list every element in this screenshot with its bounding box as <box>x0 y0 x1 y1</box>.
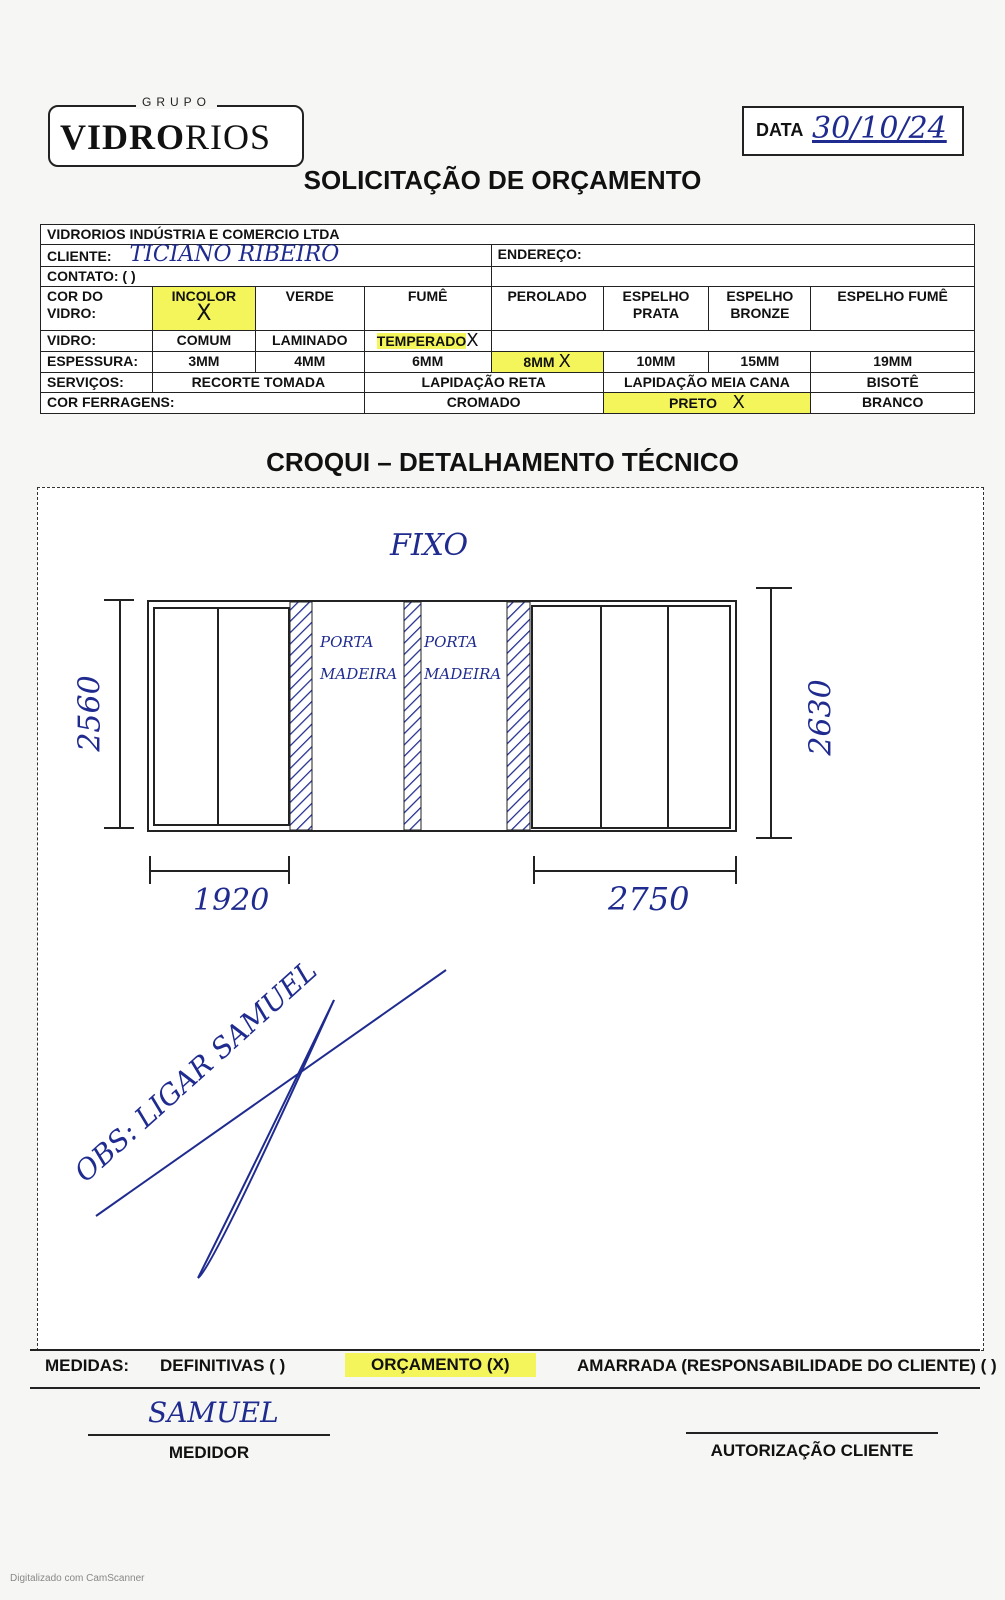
measurer-label: MEDIDOR <box>168 1443 250 1462</box>
service-lapidacao-reta: LAPIDAÇÃO RETA <box>364 373 603 393</box>
left-width-value: 1920 <box>193 883 270 918</box>
measures-tied: AMARRADA (RESPONSABILIDADE DO CLIENTE) ( ) <box>577 1356 997 1375</box>
service-recorte-tomada: RECORTE TOMADA <box>152 373 364 393</box>
thickness-4mm: 4MM <box>255 352 364 373</box>
glass-type-comum: COMUM <box>152 331 255 352</box>
thickness-3mm: 3MM <box>152 352 255 373</box>
measurer-signature-line <box>88 1434 330 1436</box>
measurer-signature: SAMUEL <box>148 1396 279 1429</box>
door-label-2: PORTA MADEIRA <box>424 633 502 683</box>
client-field: CLIENTE: TICIANO RIBEIRO <box>41 245 492 267</box>
glass-color-label: COR DO VIDRO: <box>41 287 153 331</box>
right-window-frame <box>532 606 730 828</box>
check-mark: X <box>558 351 571 372</box>
date-box <box>742 106 964 156</box>
check-mark: X <box>466 330 479 351</box>
client-authorization-label: AUTORIZAÇÃO CLIENTE <box>710 1441 914 1460</box>
hatched-column-1 <box>290 602 312 830</box>
client-signature-line <box>686 1432 938 1434</box>
service-lapidacao-meia-cana: LAPIDAÇÃO MEIA CANA <box>603 373 811 393</box>
hatched-column-3 <box>507 602 530 830</box>
address-field: ENDEREÇO: <box>491 245 974 267</box>
hardware-color-branco: BRANCO <box>811 393 975 414</box>
hardware-color-label: COR FERRAGENS: <box>41 393 365 414</box>
measures-budget: ORÇAMENTO (X) <box>345 1353 536 1377</box>
glass-color-espelho-bronze: ESPELHO BRONZE <box>709 287 811 331</box>
measures-definitive: DEFINITIVAS ( ) <box>160 1356 286 1375</box>
fixed-label: FIXO <box>390 528 469 563</box>
company-name: VIDRORIOS INDÚSTRIA E COMERCIO LTDA <box>41 225 975 245</box>
hatched-column-2 <box>404 602 421 830</box>
scanner-footer: Digitalizado com CamScanner <box>10 1573 145 1584</box>
glass-color-perolado: PEROLADO <box>491 287 603 331</box>
measures-label: MEDIDAS: <box>45 1356 130 1375</box>
contact-field: CONTATO: ( ) <box>41 267 492 287</box>
client-value: TICIANO RIBEIRO <box>129 242 340 267</box>
left-height-value: 2560 <box>72 675 108 752</box>
thickness-8mm: 8MM X <box>491 352 603 373</box>
check-mark: X <box>196 301 212 326</box>
order-form-table <box>40 224 975 414</box>
hardware-color-preto: PRETO X <box>603 393 811 414</box>
service-bisote: BISOTÊ <box>811 373 975 393</box>
date-label: DATA <box>756 120 804 140</box>
sketch-area <box>37 487 984 1351</box>
company-logo <box>48 95 304 167</box>
right-height-value: 2630 <box>803 679 839 756</box>
sketch-drawing <box>38 488 983 1350</box>
door-label-1: PORTA MADEIRA <box>320 633 398 683</box>
thickness-19mm: 19MM <box>811 352 975 373</box>
thickness-10mm: 10MM <box>603 352 709 373</box>
logo-name: VIDRORIOS <box>60 117 272 157</box>
page-title: SOLICITAÇÃO DE ORÇAMENTO <box>303 165 702 195</box>
glass-type-label: VIDRO: <box>41 331 153 352</box>
date-value: 30/10/24 <box>812 111 947 146</box>
glass-color-fume: FUMÊ <box>364 287 491 331</box>
thickness-6mm: 6MM <box>364 352 491 373</box>
glass-color-verde: VERDE <box>255 287 364 331</box>
note-text: OBS: LIGAR SAMUEL <box>68 953 324 1189</box>
glass-color-espelho-fume: ESPELHO FUMÊ <box>811 287 975 331</box>
thickness-15mm: 15MM <box>709 352 811 373</box>
hardware-color-cromado: CROMADO <box>364 393 603 414</box>
glass-type-laminado: LAMINADO <box>255 331 364 352</box>
services-label: SERVIÇOS: <box>41 373 153 393</box>
croqui-title: CROQUI – DETALHAMENTO TÉCNICO <box>266 447 739 477</box>
right-width-value: 2750 <box>608 880 690 918</box>
glass-color-incolor: INCOLOR X <box>152 287 255 331</box>
left-window-frame <box>154 608 289 825</box>
thickness-label: ESPESSURA: <box>41 352 153 373</box>
glass-type-temperado: TEMPERADOX <box>364 331 491 352</box>
logo-group-text: GRUPO <box>136 95 217 109</box>
check-mark: X <box>732 392 745 413</box>
glass-color-espelho-prata: ESPELHO PRATA <box>603 287 709 331</box>
